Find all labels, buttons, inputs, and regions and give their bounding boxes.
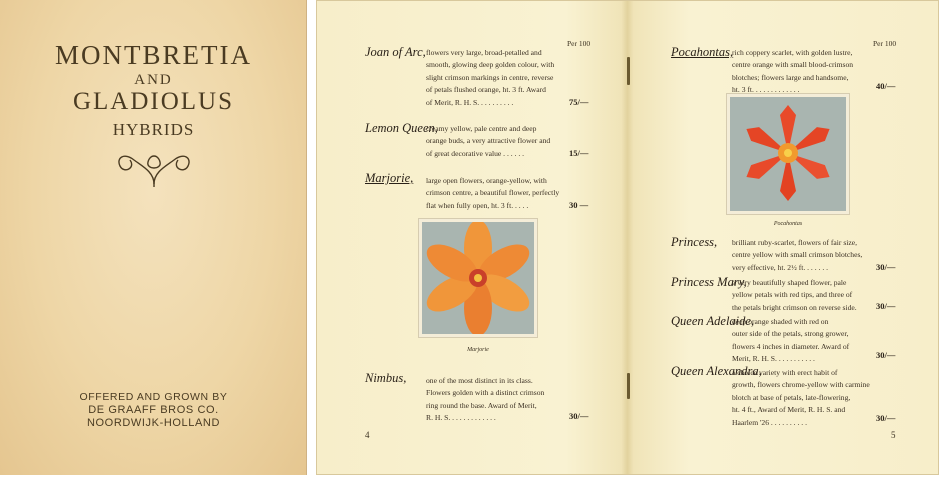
entry-name: Queen Adelaide, (671, 314, 755, 328)
entry-description: creamy yellow, pale centre and deep orange buds, a very attractive flower and of great decorative value . . . . . . (426, 124, 551, 158)
photo-caption: Marjorie (467, 347, 489, 353)
entry-price: 30/— (569, 411, 589, 421)
entry-description: a choice variety with erect habit of growth, flowers chrome-yellow with carmine blotch at base of petals, late-flowering, ht. 4 ft., Award of Merit, R. H. S. and Haarlem '26 . . . . . . . . . . (732, 368, 870, 427)
publisher-line-2: DE GRAAFF BROS CO. (88, 404, 219, 416)
binding-staple-top (627, 57, 630, 85)
entry-price: 40/— (876, 81, 896, 91)
entry-description: a very beautifully shaped flower, pale yellow petals with red tips, and three of the petals bright crimson on reverse side. (732, 278, 857, 312)
entry-description: brilliant ruby-scarlet, flowers of fair size, centre yellow with small crimson blotches, very effective, ht. 2½ ft. . . . . . . (732, 238, 863, 272)
entry-name: Joan of Arc, (365, 45, 426, 59)
entry-description: flowers very large, broad-petalled and smooth, glowing deep golden colour, with slight crimson markings in centre, reverse of petals flushed orange, ht. 3 ft. Award of Merit, R. H. S. . . . . . . . . . (426, 48, 555, 107)
per-100-header: Per 100 (873, 39, 897, 48)
catalog-spread (316, 0, 939, 475)
catalog-cover (0, 0, 307, 475)
ornament-icon (112, 142, 196, 188)
entry-name: Princess Mary, (671, 275, 747, 289)
entry-price: 30/— (876, 413, 896, 423)
entry-name: Lemon Queen, (365, 121, 438, 135)
flower-icon (730, 97, 846, 211)
entry-description: rich coppery scarlet, with golden lustre, centre orange with small blood-crimson blotches; flowers large and handsome, ht. 3 ft. . . . . . . . . . . . . (732, 48, 854, 95)
entry-price: 15/— (569, 148, 589, 158)
photo-caption: Pocahontas (773, 221, 803, 227)
entry-price: 30/— (876, 350, 896, 360)
cover-title-montbretia: MONTBRETIA (55, 40, 252, 70)
entry-name: Marjorie, (365, 171, 414, 185)
entry-description: deep orange shaded with red on outer side of the petals, strong grower, flowers 4 inches in diameter. Award of Merit, R. H. S. . . . . . . . . . . (732, 317, 850, 364)
page-number: 5 (891, 430, 896, 440)
pocahontas-flower-photo (727, 94, 849, 214)
binding-staple-bottom (627, 373, 630, 399)
per-100-header: Per 100 (567, 39, 591, 48)
publisher-line-3: NOORDWIJK-HOLLAND (86, 417, 221, 429)
entry-description: large open flowers, orange-yellow, with crimson centre, a beautiful flower, perfectly flat when fully open, ht. 3 ft. . . . . (426, 176, 560, 210)
flower-icon (422, 222, 534, 334)
entry-name: Queen Alexandra, (671, 364, 762, 378)
entry-price: 30 — (569, 200, 589, 210)
entry-price: 75/— (569, 97, 589, 107)
entry-price: 30/— (876, 262, 896, 272)
entry-name: Pocahontas, (671, 45, 734, 59)
marjorie-flower-photo (419, 219, 537, 337)
entry-name: Princess, (671, 235, 718, 249)
cover-title-gladiolus: GLADIOLUS (72, 88, 235, 115)
page-number: 4 (365, 430, 370, 440)
entry-price: 30/— (876, 301, 896, 311)
publisher-line-1: OFFERED AND GROWN BY (79, 391, 228, 403)
cover-title-hybrids: HYBRIDS (112, 120, 195, 139)
entry-description: one of the most distinct in its class. Flowers golden with a distinct crimson ring round the base. Award of Merit, R. H. S. . . . . . . . . . . . . (426, 376, 545, 423)
entry-name: Nimbus, (365, 371, 407, 385)
cover-title-and: AND (134, 72, 173, 88)
